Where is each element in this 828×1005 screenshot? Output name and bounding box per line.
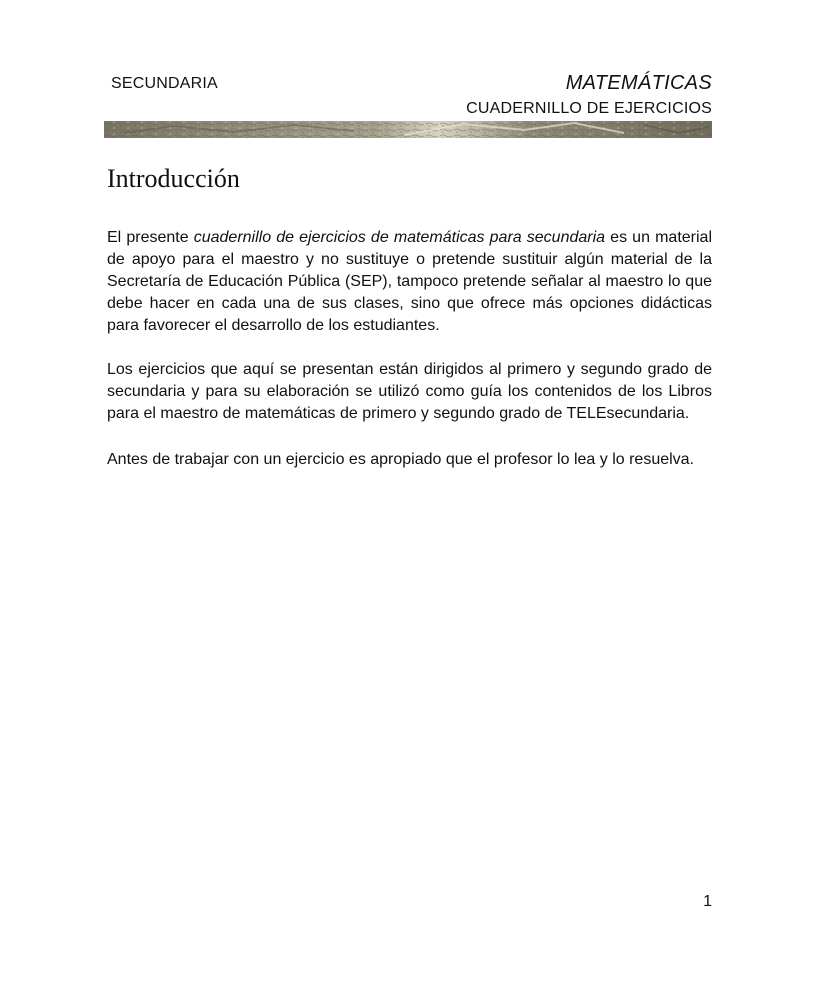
paragraph-1-start: El presente: [107, 229, 194, 246]
paragraph-1-emphasis: cuadernillo de ejercicios de matemáticas para secundaria: [193, 229, 606, 246]
paragraph-3: Antes de trabajar con un ejercicio es apropiado que el profesor lo lea y lo resuelva.: [107, 451, 695, 468]
page-title: Introducción: [107, 164, 240, 193]
header-subtitle: CUADERNILLO DE EJERCICIOS: [466, 100, 712, 117]
paragraph-2: Los ejercicios que aquí se presentan están dirigidos al primero y segundo grado de secundaria y para su elaboración se utilizó como guía los contenidos de los Libros para el maestro de matemáticas de primero y segundo grado de TELEsecundaria.: [107, 361, 712, 422]
header-subject: MATEMÁTICAS: [565, 72, 712, 94]
page-number: 1: [703, 893, 712, 910]
header-level: SECUNDARIA: [111, 75, 218, 92]
paragraph-1-rest: es un material de apoyo para el maestro y no sustituye o pretende sustituir algún material de la Secretaría de Educación Pública (SEP), tampoco pretende señalar al maestro lo que debe hacer en cada una de sus clases, sino que ofrece más opciones didácticas para favorecer el desarrollo de los estudiantes.: [107, 229, 713, 334]
paragraph-1: [107, 227, 712, 337]
header-banner-image: [104, 121, 712, 138]
